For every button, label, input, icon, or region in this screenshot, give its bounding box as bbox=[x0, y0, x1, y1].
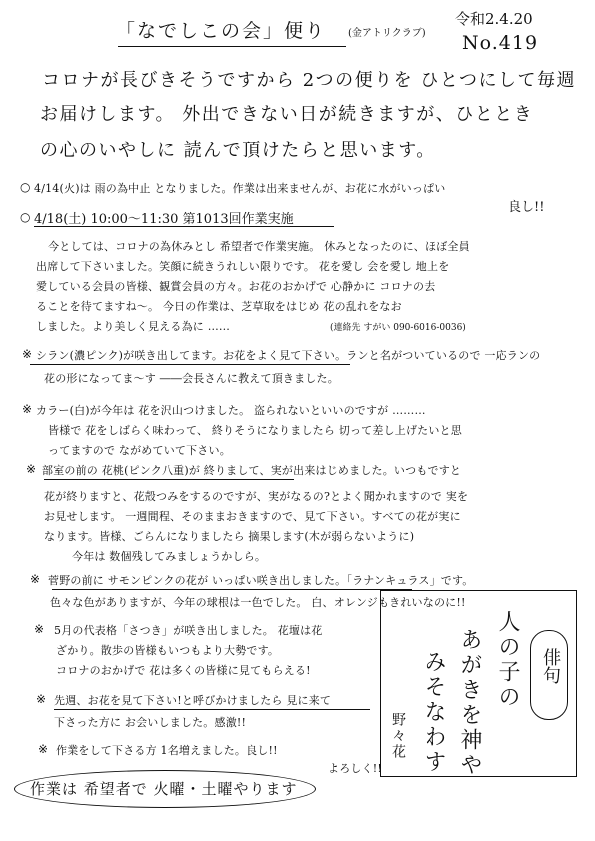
note-underline bbox=[52, 589, 412, 590]
intro-line-1: コロナが長びきそうですから 2つの便りを ひとつにして毎週 bbox=[42, 70, 577, 91]
haiku-author: 野々花 bbox=[390, 712, 406, 760]
note-underline bbox=[30, 364, 350, 365]
haiku-badge-label: 俳句 bbox=[540, 648, 561, 684]
work-report-line: しました。より美しく見える為に …… bbox=[36, 320, 231, 333]
work-report-line: 今としては、コロナの為休みとし 希望者で作業実施。 休みとなったのに、ほぼ全員 bbox=[48, 240, 470, 253]
issue-number: No.419 bbox=[462, 32, 539, 54]
calla-note: カラー(白)が今年は 花を沢山つけました。 盗られないといいのですが ……… bbox=[36, 404, 426, 417]
work-session-heading: 4/18(土) 10:00〜11:30 第1013回作業実施 bbox=[34, 212, 294, 227]
shiran-note: シラン(濃ピンク)が咲き出してます。お花をよく見て下さい。ランと名がついているので 一応ランの bbox=[36, 349, 541, 362]
intro-line-3: の心のいやしに 読んで頂けたらと思います。 bbox=[40, 140, 436, 161]
peach-note-line: 部室の前の 花桃(ピンク八重)が 終りまして、実が出来はじめました。いつもですと bbox=[42, 464, 462, 477]
haiku-line-1: 人の子の bbox=[495, 610, 520, 710]
newsletter-title-block bbox=[116, 12, 426, 52]
note-underline bbox=[44, 479, 294, 480]
work-report-line: ることを待てますね〜。 今日の作業は、芝草取をはじめ 花の乱れをなお bbox=[36, 300, 402, 313]
bullet-asterisk: ※ bbox=[22, 402, 33, 416]
peach-note-line: 今年は 数個残してみましょうかしら。 bbox=[72, 550, 267, 563]
visitor-note: 先週、お花を見て下さい!と呼びかけましたら 見に来て bbox=[54, 694, 332, 707]
bullet-asterisk: ※ bbox=[34, 622, 45, 636]
bullet-asterisk: ※ bbox=[22, 347, 33, 361]
visitor-note-cont: 下さった方に お会いしました。感激!! bbox=[54, 716, 247, 729]
work-report-line: 愛している会員の皆様、観賞会員の方々。お花のおかげで 心静かに コロナの去 bbox=[36, 280, 436, 293]
volunteer-note-cont: よろしく!! bbox=[328, 762, 383, 775]
satsuki-note-cont: コロナのおかげで 花は多くの皆様に見てもらえる! bbox=[56, 664, 311, 677]
bullet-asterisk: ※ bbox=[30, 572, 41, 586]
peach-note-line: なります。皆様、ごらんになりましたら 摘果します(木が弱らないように) bbox=[44, 530, 415, 543]
bullet-asterisk: ※ bbox=[36, 692, 47, 706]
notice-rain-cancel: 4/14(火)は 雨の為中止 となりました。作業は出来ませんが、お花に水がいっぱい bbox=[34, 182, 446, 195]
ranunculus-note-cont: 色々な色がありますが、今年の球根は一色でした。 白、オレンジもきれいなのに!! bbox=[50, 596, 466, 609]
peach-note-line: 花が終りますと、花殻つみをするのですが、実がなるの?とよく聞かれますので 実を bbox=[44, 490, 469, 503]
notice-rain-good: 良し!! bbox=[508, 200, 545, 215]
volunteer-note: 作業をして下さる方 1名増えました。良し!! bbox=[56, 744, 278, 757]
shiran-note-cont: 花の形になってま〜す ――会長さんに教えて頂きました。 bbox=[44, 372, 339, 385]
haiku-line-2: あがきを神や bbox=[457, 628, 482, 778]
contact-info: (連絡先 すがい 090-6016-0036) bbox=[330, 323, 466, 333]
peach-note-line: お見せします。 一週間程、そのままおきますので、見て下さい。すべての花が実に bbox=[44, 510, 461, 523]
calla-note-cont: ってますので ながめていて下さい。 bbox=[48, 444, 231, 457]
issue-date: 令和2.4.20 bbox=[455, 10, 533, 28]
intro-line-2: お届けします。 外出できない日が続きますが、ひととき bbox=[40, 104, 534, 125]
newsletter-title: 「なでしこの会」便り bbox=[116, 20, 327, 42]
bullet-asterisk: ※ bbox=[26, 462, 37, 476]
club-name: (金アトリクラブ) bbox=[348, 28, 426, 39]
title-underline bbox=[118, 46, 346, 47]
satsuki-note: 5月の代表格「さつき」が咲き出しました。 花壇は花 bbox=[54, 624, 323, 637]
haiku-line-3: みそなわす bbox=[421, 650, 446, 775]
footer-schedule: 作業は 希望者で 火曜・土曜やります bbox=[30, 780, 298, 798]
satsuki-note-cont: ざかり。散歩の皆様もいつもより大勢です。 bbox=[56, 644, 280, 657]
heading-underline bbox=[34, 226, 334, 227]
bullet-asterisk: ※ bbox=[38, 742, 49, 756]
note-underline bbox=[54, 709, 370, 710]
ranunculus-note: 菅野の前に サモンピンクの花が いっぱい咲き出しました。「ラナンキュラス」です。 bbox=[48, 574, 474, 587]
calla-note-cont: 皆様で 花をしばらく味わって、 終りそうになりましたら 切って差し上げたいと思 bbox=[48, 424, 462, 437]
work-report-line: 出席して下さいました。笑顔に続きうれしい限りです。 花を愛し 会を愛し 地上を bbox=[36, 260, 450, 273]
bullet-circle: ○ bbox=[20, 210, 31, 224]
bullet-circle: ○ bbox=[20, 180, 31, 194]
